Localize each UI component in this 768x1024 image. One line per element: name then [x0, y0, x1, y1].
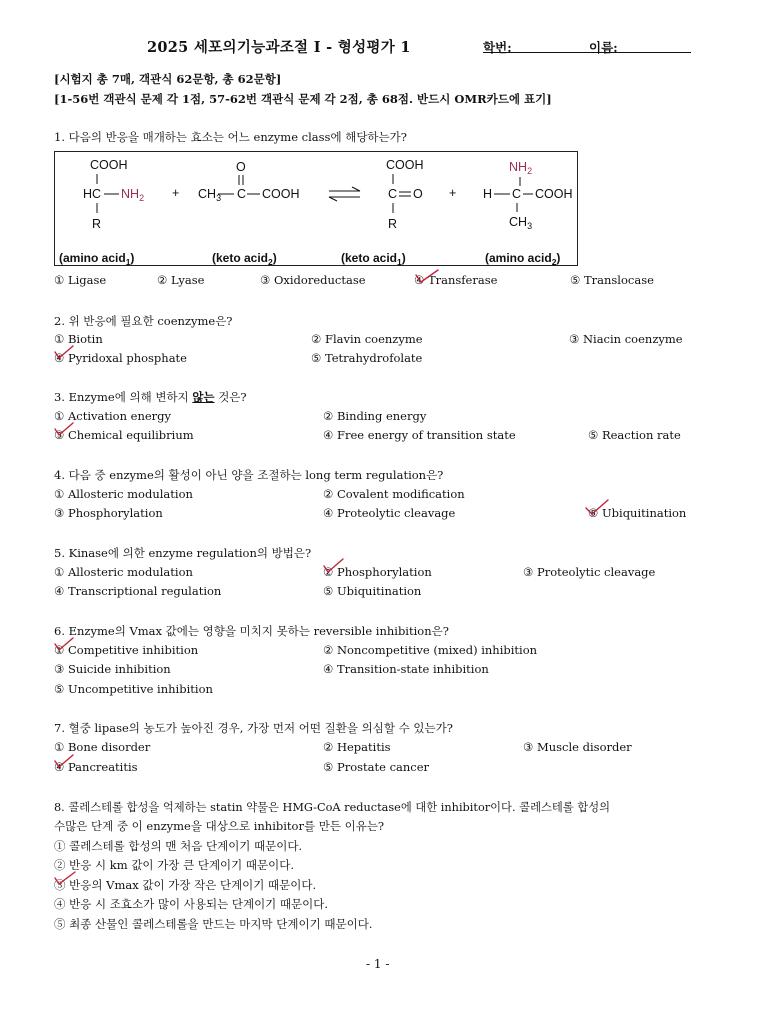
q4-answer-check-mark-icon [584, 499, 610, 517]
keto-acid-2-ch3: $CH_3$ [198, 187, 222, 203]
q7-option-3[interactable]: ③ Muscle disorder [523, 740, 632, 754]
q5-option-3[interactable]: ③ Proteolytic cleavage [523, 565, 656, 579]
q7-option-4[interactable]: ④ Pancreatitis [54, 760, 138, 774]
q1-option-1[interactable]: ① Ligase [54, 273, 107, 287]
label-amino-acid-2: (amino acid$_2$) [485, 251, 561, 267]
student-id-line [483, 52, 589, 53]
keto-acid-2-cooh: COOH [262, 187, 300, 201]
keto-acid-2-o: O [236, 160, 246, 174]
q2-option-5[interactable]: ⑤ Tetrahydrofolate [311, 351, 423, 365]
question-6-stem: 6. Enzyme의 Vmax 값에는 영향을 미치지 못하는 reversible inhibition은? [54, 624, 449, 638]
q3-option-5[interactable]: ⑤ Reaction rate [588, 428, 681, 442]
q1-option-3[interactable]: ③ Oxidoreductase [260, 273, 366, 287]
q3-option-3[interactable]: ③ Chemical equilibrium [54, 428, 194, 442]
amino-acid-1-hc: HC [83, 187, 102, 201]
question-8-stem-line-2: 수많은 단계 중 이 enzyme을 대상으로 inhibitor를 만든 이유는? [54, 819, 385, 833]
question-8-stem-line-1: 8. 콜레스테롤 합성을 억제하는 statin 약물은 HMG-CoA reductase에 대한 inhibitor이다. 콜레스테롤 합성의 [54, 801, 611, 814]
question-5-stem: 5. Kinase에 의한 enzyme regulation의 방법은? [54, 546, 312, 560]
keto-acid-1-o: O [413, 187, 423, 201]
q4-option-3[interactable]: ③ Phosphorylation [54, 506, 163, 520]
q1-option-2[interactable]: ② Lyase [157, 273, 205, 287]
q8-option-2[interactable]: ② 반응 시 km 값이 가장 큰 단계이기 때문이다. [54, 858, 295, 872]
q8-option-3[interactable]: ③ 반응의 Vmax 값이 가장 작은 단계이기 때문이다. [54, 878, 317, 892]
q1-option-5[interactable]: ⑤ Translocase [570, 273, 654, 287]
q6-option-1[interactable]: ① Competitive inhibition [54, 643, 199, 657]
q3-option-4[interactable]: ④ Free energy of transition state [323, 428, 516, 442]
student-id-label: 학번: [483, 40, 512, 55]
q4-option-1[interactable]: ① Allosteric modulation [54, 487, 193, 501]
exam-info-line-2: [1-56번 객관식 문제 각 1점, 57-62번 객관식 문제 각 2점, 총 68점. 반드시 OMR카드에 표기] [54, 92, 552, 106]
amino-acid-2-nh2: $NH_2$ [509, 160, 533, 176]
name-label: 이름: [589, 40, 618, 55]
exam-title: 2025 세포의기능과조절 I - 형성평가 1 [147, 39, 411, 56]
q4-option-4[interactable]: ④ Proteolytic cleavage [323, 506, 456, 520]
q8-option-4[interactable]: ④ 반응 시 조효소가 많이 사용되는 단계이기 때문이다. [54, 897, 329, 911]
amino-acid-1-nh2: $NH_2$ [121, 187, 145, 203]
q2-option-4[interactable]: ④ Pyridoxal phosphate [54, 351, 187, 365]
q8-option-1[interactable]: ① 콜레스테롤 합성의 맨 처음 단계이기 때문이다. [54, 839, 303, 853]
q6-option-4[interactable]: ④ Transition-state inhibition [323, 662, 489, 676]
q4-option-2[interactable]: ② Covalent modification [323, 487, 465, 501]
q7-answer-check-mark-icon [53, 753, 79, 771]
q5-option-5[interactable]: ⑤ Ubiquitination [323, 584, 422, 598]
label-keto-acid-2: (keto acid$_2$) [212, 251, 277, 267]
reaction-diagram [54, 151, 578, 266]
q6-answer-check-mark-icon [53, 636, 79, 654]
q3-answer-check-mark-icon [53, 421, 79, 439]
q2-option-2[interactable]: ② Flavin coenzyme [311, 332, 423, 346]
name-line [589, 52, 691, 53]
exam-info-line-1: [시험지 총 7매, 객관식 62문항, 총 62문항] [54, 72, 282, 86]
plus-sign-1: + [172, 186, 180, 200]
amino-acid-1-r: R [92, 217, 102, 231]
question-1-stem: 1. 다음의 반응을 매개하는 효소는 어느 enzyme class에 해당하는가? [54, 130, 407, 144]
q4-option-5[interactable]: ⑤ Ubiquitination [588, 506, 687, 520]
label-amino-acid-1: (amino acid$_1$) [59, 251, 135, 267]
keto-acid-1-c: C [388, 187, 398, 201]
amino-acid-2-ch3: $CH_3$ [509, 215, 533, 231]
plus-sign-2: + [449, 186, 457, 200]
q6-option-2[interactable]: ② Noncompetitive (mixed) inhibition [323, 643, 538, 657]
q2-answer-check-mark-icon [53, 344, 79, 362]
amino-acid-2-cooh: COOH [535, 187, 573, 201]
q5-answer-check-mark-icon [321, 558, 347, 576]
q2-option-3[interactable]: ③ Niacin coenzyme [569, 332, 683, 346]
q3-option-1[interactable]: ① Activation energy [54, 409, 172, 423]
question-2-stem: 2. 위 반응에 필요한 coenzyme은? [54, 314, 233, 328]
q5-option-4[interactable]: ④ Transcriptional regulation [54, 584, 222, 598]
q2-option-1[interactable]: ① Biotin [54, 332, 103, 346]
keto-acid-1-cooh: COOH [386, 158, 424, 172]
question-7-stem: 7. 혈중 lipase의 농도가 높아진 경우, 가장 먼저 어떤 질환을 의심할 수 있는가? [54, 721, 453, 735]
q5-option-1[interactable]: ① Allosteric modulation [54, 565, 193, 579]
page-number: - 1 - [366, 957, 390, 971]
q1-answer-check-mark-icon [414, 268, 440, 286]
amino-acid-2-c: C [512, 187, 522, 201]
q5-option-2[interactable]: ② Phosphorylation [323, 565, 432, 579]
q6-option-3[interactable]: ③ Suicide inhibition [54, 662, 171, 676]
q7-option-5[interactable]: ⑤ Prostate cancer [323, 760, 430, 774]
q3-option-2[interactable]: ② Binding energy [323, 409, 427, 423]
amino-acid-1-cooh: COOH [90, 158, 128, 172]
keto-acid-2-c: C [237, 187, 247, 201]
label-keto-acid-1: (keto acid$_1$) [341, 251, 406, 267]
q8-option-5[interactable]: ⑤ 최종 산물인 콜레스테롤을 만드는 마지막 단계이기 때문이다. [54, 917, 373, 931]
q8-answer-check-mark-icon [53, 870, 79, 888]
q7-option-1[interactable]: ① Bone disorder [54, 740, 151, 754]
reaction-scheme [55, 152, 579, 267]
question-4-stem: 4. 다음 중 enzyme의 활성이 아닌 양을 조절하는 long term regulation은? [54, 468, 444, 482]
q6-option-5[interactable]: ⑤ Uncompetitive inhibition [54, 682, 213, 696]
keto-acid-1-r: R [388, 217, 398, 231]
amino-acid-2-h: H [483, 187, 493, 201]
equilibrium-arrows [329, 187, 360, 201]
q7-option-2[interactable]: ② Hepatitis [323, 740, 391, 754]
q1-option-4[interactable]: ④ Transferase [414, 273, 498, 287]
emphasis-not: 않는 [192, 390, 215, 404]
question-3-stem: 3. Enzyme에 의해 변하지 않는 것은? [54, 390, 247, 404]
